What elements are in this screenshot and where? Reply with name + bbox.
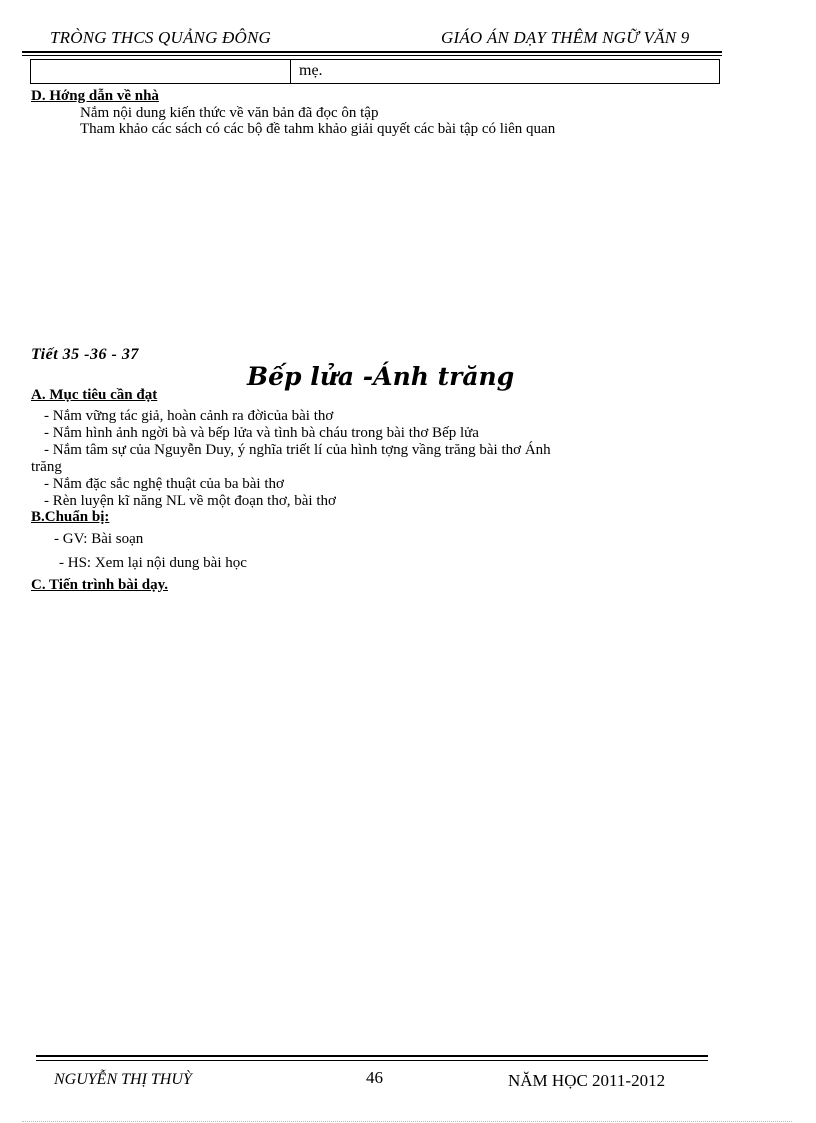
section-d-line-2: Tham khảo các sách có các bộ đề tahm khảo giải quyết các bài tập có liên quan: [80, 121, 556, 137]
section-c-title: C. Tiến trình bài dạy.: [31, 577, 168, 593]
lesson-title: Bếp lửa -Ánh trăng: [247, 362, 515, 391]
header-school: TRÒNG THCS QUẢNG ĐÔNG: [50, 28, 271, 47]
table-divider: [290, 60, 291, 83]
section-a-line-2: - Nắm hình ảnh ngời bà và bếp lửa và tình bà cháu trong bài thơ Bếp lửa: [44, 425, 479, 441]
section-a-line-1: - Nắm vững tác giả, hoàn cảnh ra đờicủa bài thơ: [44, 408, 334, 424]
section-a-line-5: - Nắm đặc sắc nghệ thuật của ba bài thơ: [44, 476, 284, 492]
footer-year: NĂM HỌC 2011-2012: [508, 1071, 666, 1090]
page-bottom-edge: [22, 1121, 792, 1122]
footer-author: NGUYỄN THỊ THUỲ: [54, 1071, 192, 1088]
table-cell: mẹ.: [299, 62, 323, 79]
section-a-line-4: trăng: [31, 459, 62, 475]
section-a-title: A. Mục tiêu cần đạt: [31, 387, 158, 403]
section-a-line-6: - Rèn luyện kĩ năng NL về một đoạn thơ, bài thơ: [44, 493, 336, 509]
footer-rule: [36, 1055, 708, 1057]
section-b-line-2: - HS: Xem lại nội dung bài học: [59, 555, 247, 571]
lesson-number: Tiết 35 -36 - 37: [31, 346, 139, 363]
section-b-line-1: - GV: Bài soạn: [54, 531, 144, 547]
header-rule: [22, 51, 722, 53]
section-d-line-1: Nắm nội dung kiến thức về văn bản đã đọc ôn tập: [80, 105, 379, 121]
header-rule-thin: [22, 55, 722, 56]
section-b-title: B.Chuẩn bị:: [31, 509, 110, 525]
footer-rule-thin: [36, 1060, 708, 1061]
section-a-line-3: - Nắm tâm sự của Nguyễn Duy, ý nghĩa triết lí của hình tợng vầng trăng bài thơ Ánh: [44, 442, 551, 458]
table-fragment: [30, 59, 720, 84]
section-d-title: D. Hớng dẫn về nhà: [31, 88, 159, 104]
footer-page-number: 46: [366, 1068, 383, 1087]
header-subject: GIÁO ÁN DẠY THÊM NGỮ VĂN 9: [441, 28, 690, 47]
